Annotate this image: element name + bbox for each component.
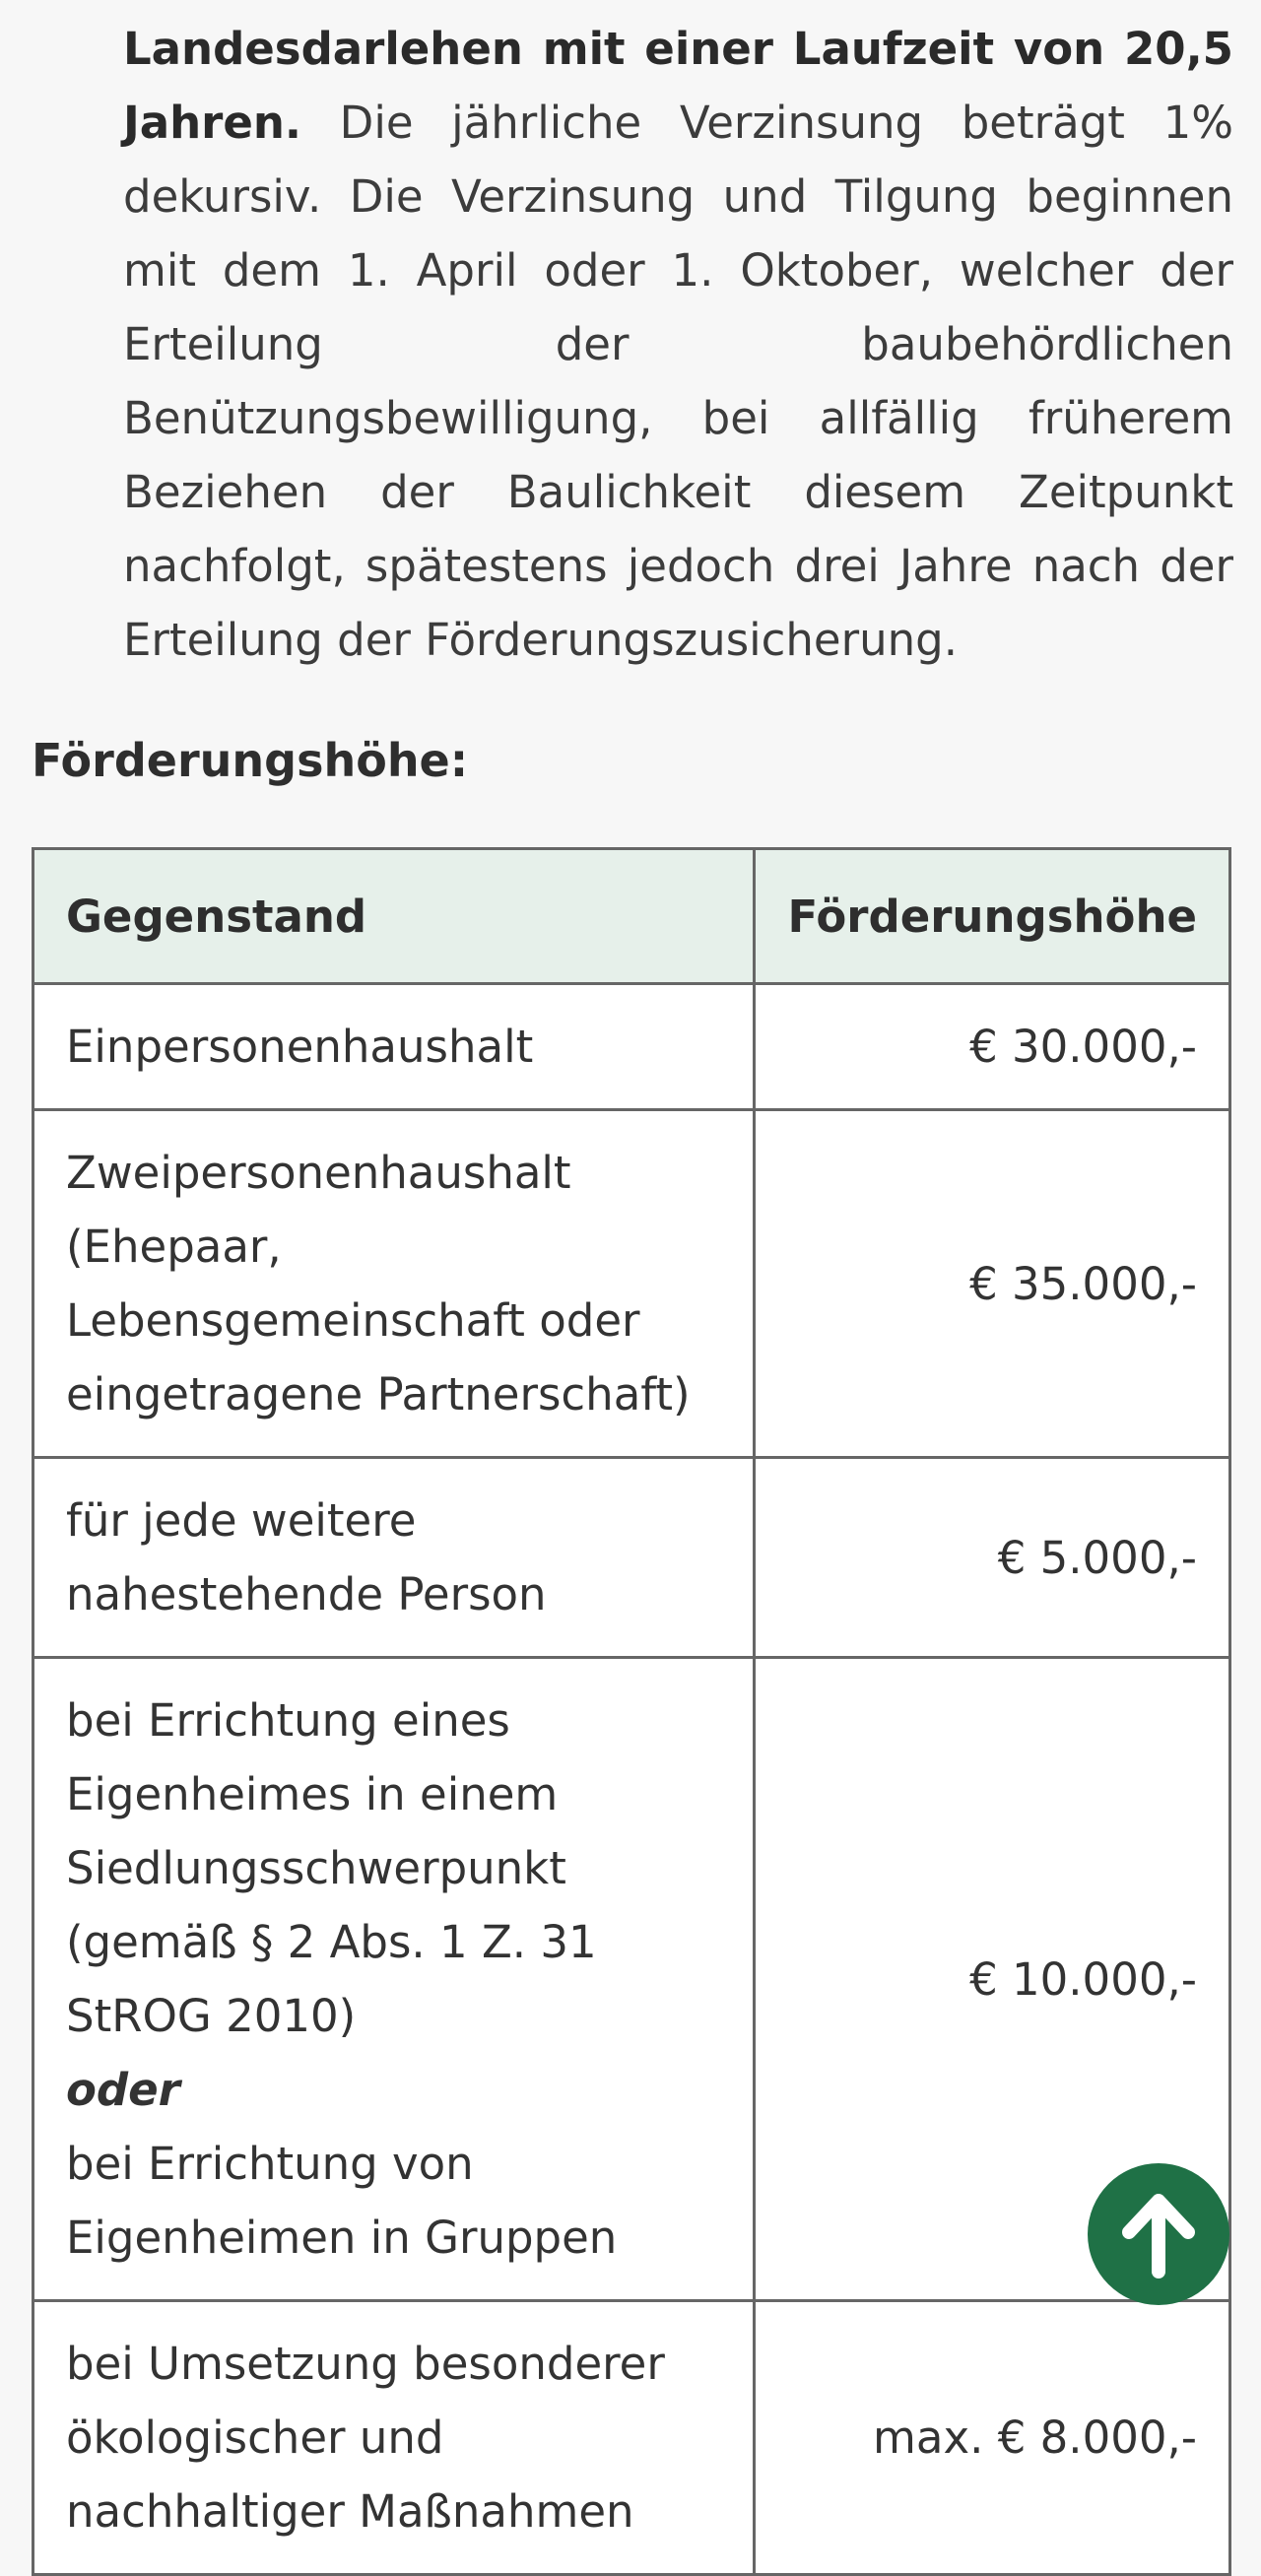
row-item-line: Eigenheimes in einem [66,1768,559,1820]
row-item-line: (Ehepaar, [66,1221,282,1273]
row-amount: max. € 8.000,- [755,2301,1230,2575]
header-gegenstand: Gegenstand [33,849,755,984]
row-amount: € 35.000,- [755,1110,1230,1458]
row-item [33,1458,755,1658]
row-amount: € 5.000,- [755,1458,1230,1658]
table-row [33,2301,1230,2575]
header-foerderungshoehe: Förderungshöhe [755,849,1230,984]
row-item-line: für jede weitere [66,1494,417,1547]
row-item-line: StROG 2010) [66,1990,357,2042]
row-item-line: (gemäß § 2 Abs. 1 Z. 31 [66,1916,597,1968]
row-item-line: Eigenheimen in Gruppen [66,2212,618,2264]
table-row [33,1110,1230,1458]
row-item-line: nahestehende Person [66,1568,547,1620]
row-item-line: nachhaltiger Maßnahmen [66,2485,634,2538]
row-item-line: bei Errichtung von [66,2138,474,2190]
table-row [33,984,1230,1110]
section-heading: Förderungshöhe: [32,734,469,787]
table-row [33,1458,1230,1658]
intro-paragraph [123,12,1233,677]
row-item-line: eingetragene Partnerschaft) [66,1368,691,1420]
row-item-line: bei Errichtung eines [66,1694,510,1747]
row-item-line: Lebensgemeinschaft oder [66,1294,640,1347]
scroll-to-top-button[interactable] [1088,2163,1229,2305]
table-header-row [33,849,1230,984]
intro-bold-text: Landesdarlehen mit einer Laufzeit von 20,5 Jahren. [123,23,1233,149]
row-item-conjunction: oder [66,2064,180,2116]
row-amount: € 30.000,- [755,984,1230,1110]
row-item-line: Zweipersonenhaushalt [66,1147,571,1199]
row-item [33,1110,755,1458]
funding-table [32,847,1231,2576]
intro-text: Die jährliche Verzinsung beträgt 1% dekursiv. Die Verzinsung und Tilgung beginnen mit dem 1. April oder 1. Oktober, welcher der Erteilung der baubehördlichen Benützungsbewilligung, bei allfällig früherem Beziehen der Baulichkeit diesem Zeitpunkt nachfolgt, spätestens jedoch drei Jahre nach der Erteilung der Förderungszusicherung. [123,97,1233,666]
table-row [33,1658,1230,2301]
row-item [33,1658,755,2301]
row-item-line: ökologischer und [66,2411,444,2464]
row-item [33,2301,755,2575]
arrow-up-icon [1111,2187,1206,2281]
row-item: Einpersonenhaushalt [33,984,755,1110]
row-amount: € 10.000,- [755,1658,1230,2301]
row-item-line: bei Umsetzung besonderer [66,2338,665,2390]
row-item-line: Siedlungsschwerpunkt [66,1842,566,1894]
